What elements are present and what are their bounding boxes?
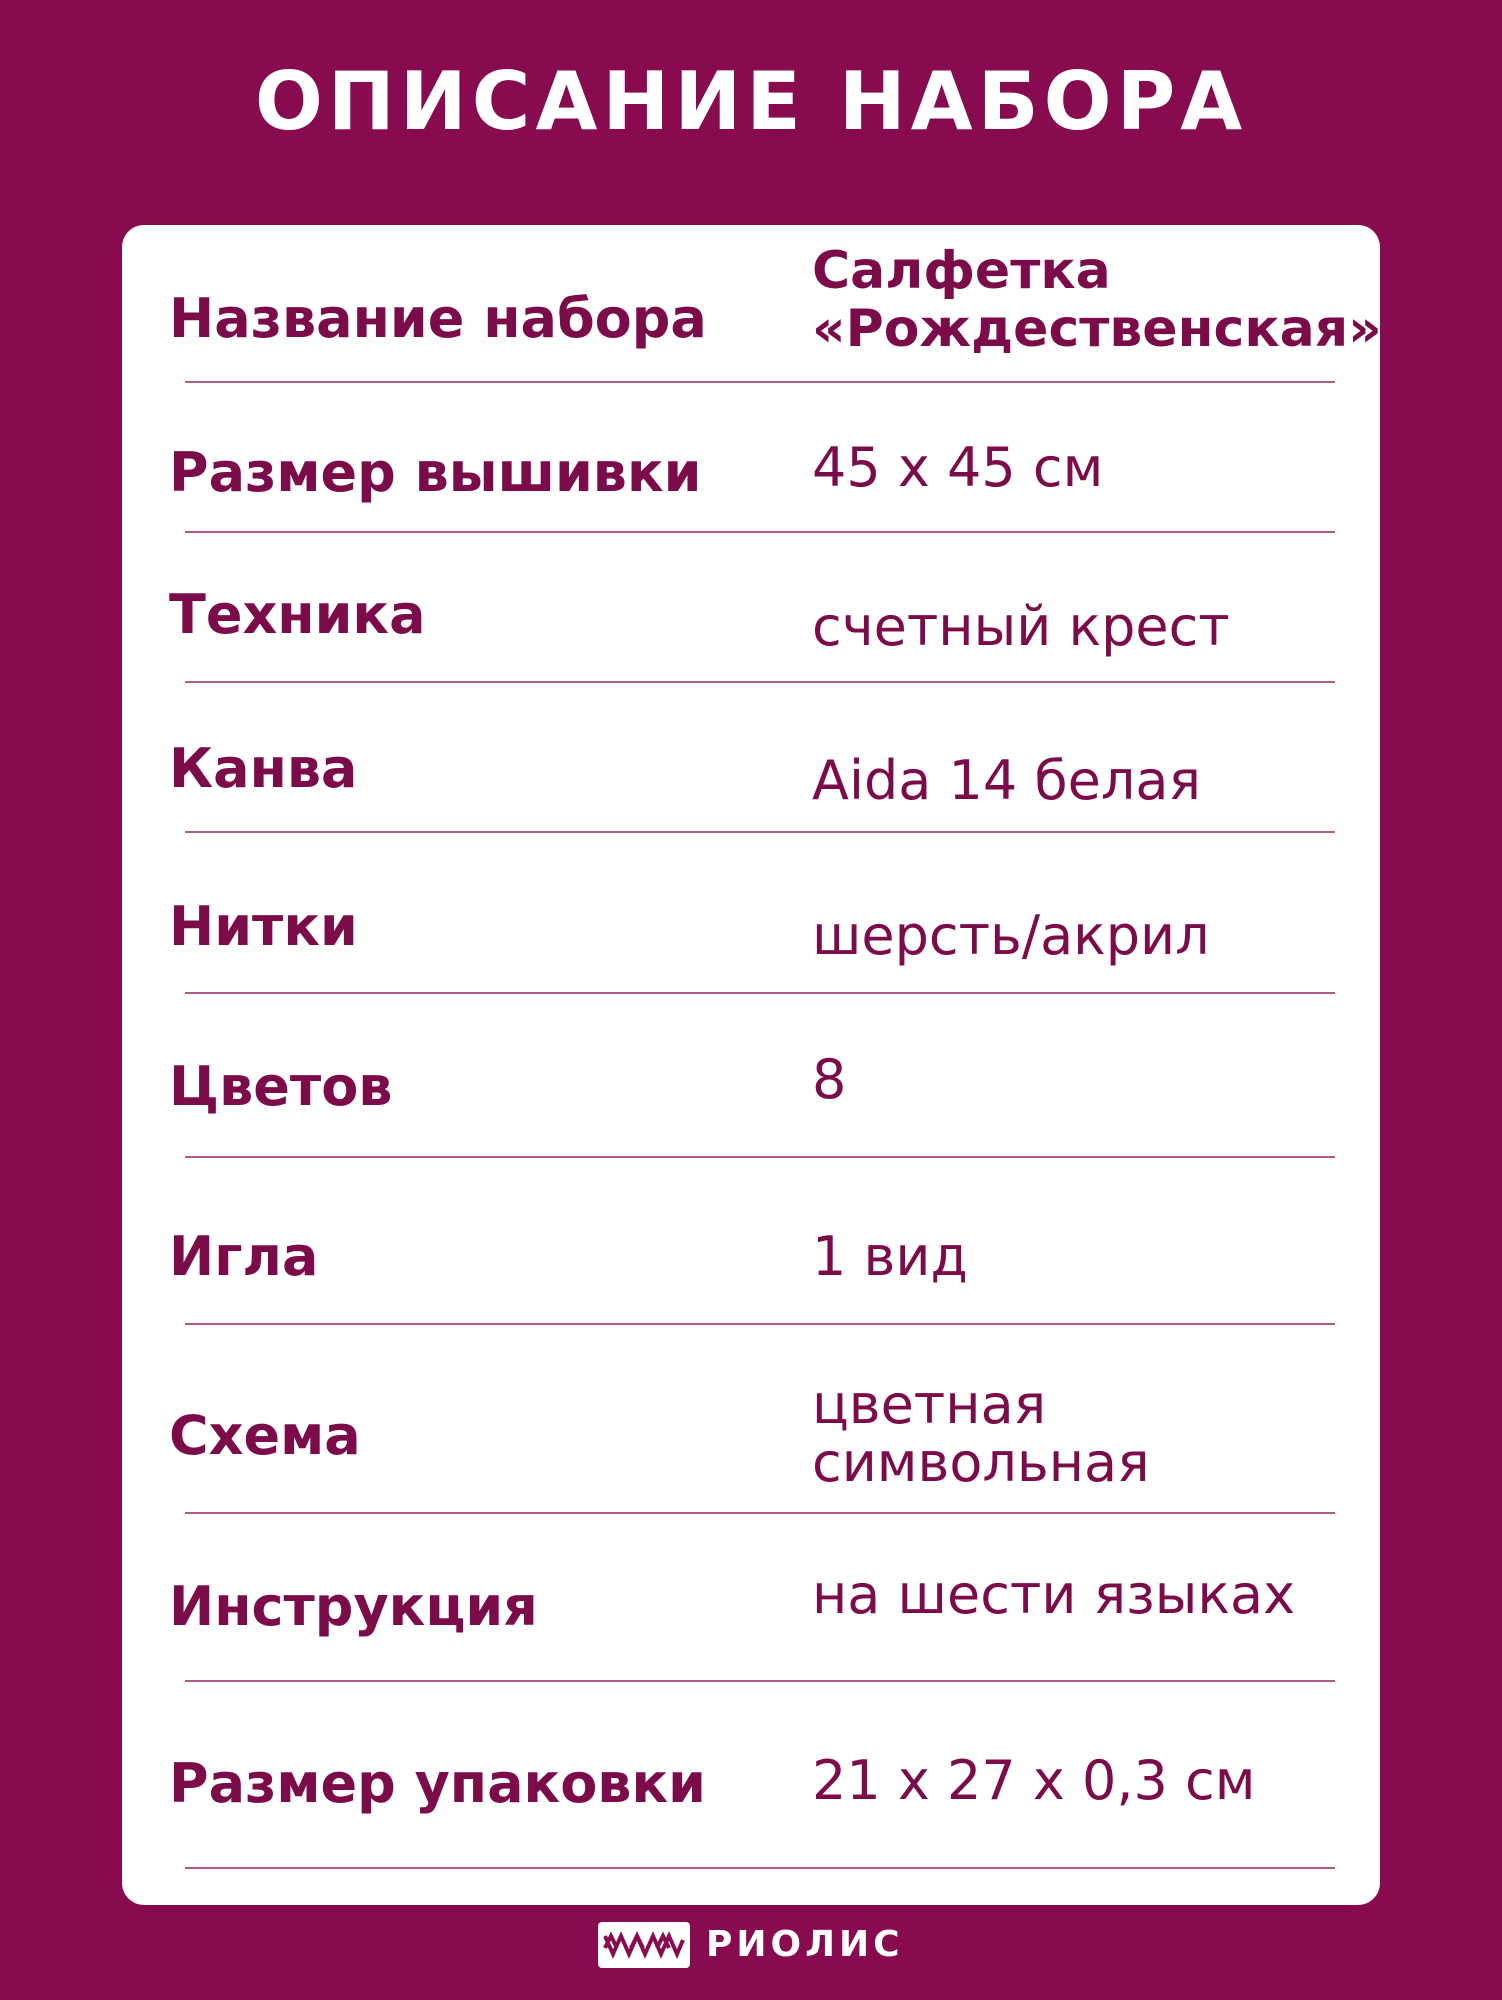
spec-label: Канва bbox=[169, 737, 358, 800]
spec-value bbox=[812, 1563, 1296, 1626]
row-divider bbox=[185, 1867, 1335, 1869]
row-divider bbox=[185, 1156, 1335, 1158]
brand-name: РИОЛИС bbox=[706, 1924, 904, 1965]
spec-value bbox=[812, 749, 1201, 812]
row-divider bbox=[185, 992, 1335, 994]
spec-value-line: «Рождественская» bbox=[812, 299, 1382, 359]
row-divider bbox=[185, 1680, 1335, 1682]
row-divider bbox=[185, 1323, 1335, 1325]
spec-value bbox=[812, 904, 1210, 967]
row-divider bbox=[185, 1512, 1335, 1514]
spec-value bbox=[812, 1749, 1256, 1812]
row-divider bbox=[185, 831, 1335, 833]
spec-value-line: 45 х 45 см bbox=[812, 436, 1104, 499]
spec-label: Инструкция bbox=[169, 1575, 538, 1638]
page-title: ОПИСАНИЕ НАБОРА bbox=[254, 55, 1248, 148]
spec-value-line: 1 вид bbox=[812, 1225, 968, 1288]
spec-card bbox=[122, 225, 1380, 1905]
brand-logo bbox=[598, 1920, 904, 1970]
spec-value bbox=[812, 242, 1382, 358]
spec-value-line: счетный крест bbox=[812, 595, 1230, 658]
row-divider bbox=[185, 381, 1335, 383]
row-divider bbox=[185, 681, 1335, 683]
spec-label: Цветов bbox=[169, 1055, 393, 1118]
spec-value-line: 21 х 27 х 0,3 см bbox=[812, 1749, 1256, 1812]
spec-value bbox=[812, 595, 1230, 658]
spec-label: Техника bbox=[169, 583, 426, 646]
spec-label: Размер упаковки bbox=[169, 1752, 706, 1815]
spec-value-line: Салфетка bbox=[812, 241, 1111, 301]
spec-value bbox=[812, 436, 1104, 499]
spec-value bbox=[812, 1225, 968, 1288]
spec-value-line: на шести языках bbox=[812, 1563, 1296, 1626]
spec-label: Игла bbox=[169, 1225, 319, 1288]
spec-value-line: цветная bbox=[812, 1373, 1047, 1436]
row-divider bbox=[185, 531, 1335, 533]
spec-value bbox=[812, 1048, 847, 1111]
spec-label: Нитки bbox=[169, 895, 358, 958]
riolis-logo-icon bbox=[598, 1922, 690, 1968]
spec-label: Название набора bbox=[169, 287, 707, 350]
spec-label: Схема bbox=[169, 1404, 361, 1467]
spec-label: Размер вышивки bbox=[169, 441, 702, 504]
spec-value-line: Aida 14 белая bbox=[812, 749, 1201, 812]
spec-value-line: 8 bbox=[812, 1048, 847, 1111]
spec-value-line: символьная bbox=[812, 1431, 1150, 1494]
spec-value bbox=[812, 1373, 1150, 1494]
spec-value-line: шерсть/акрил bbox=[812, 904, 1210, 967]
